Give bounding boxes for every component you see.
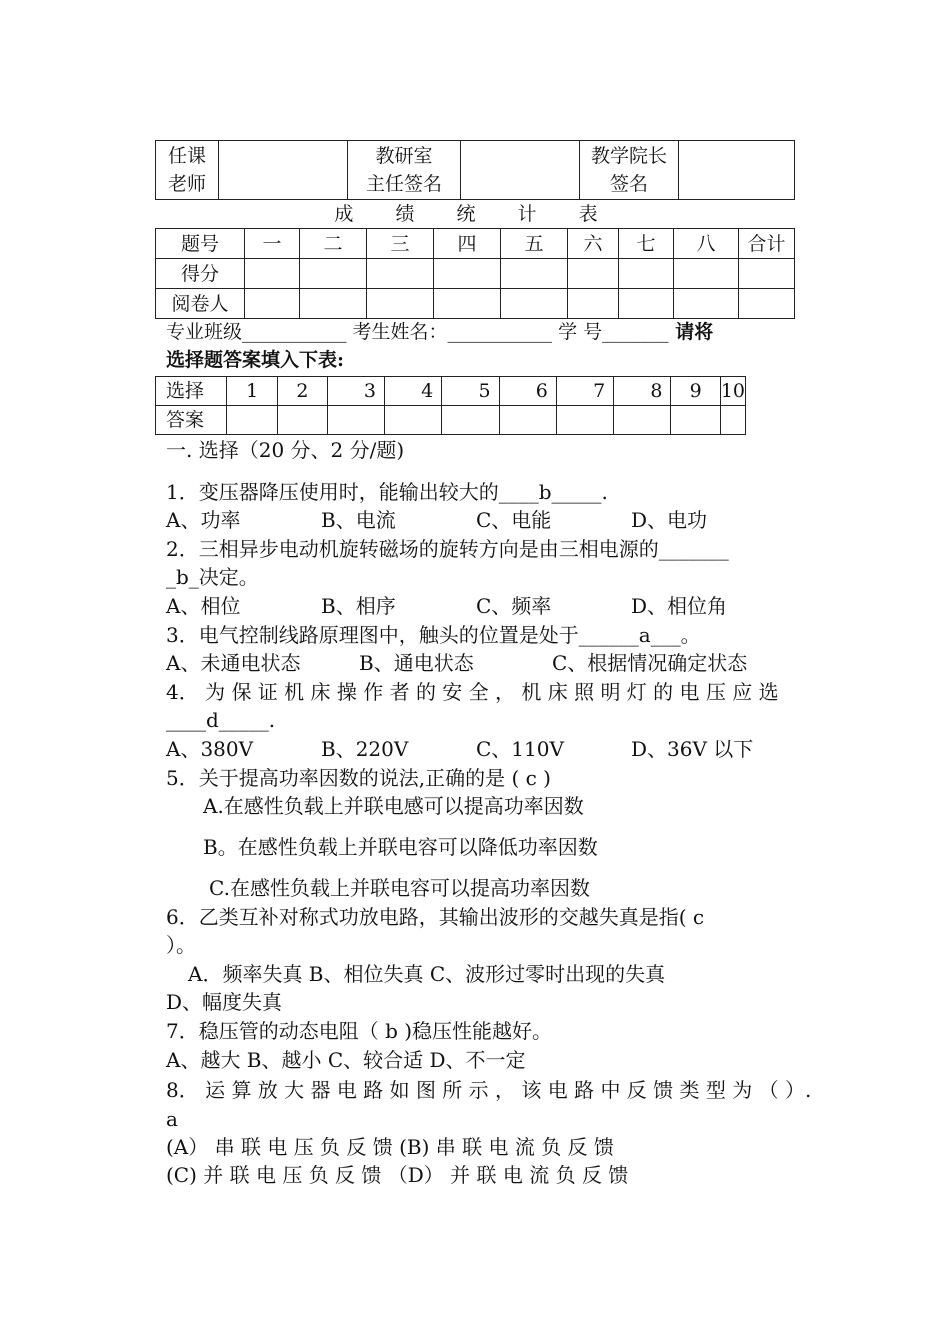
teacher-signature-cell bbox=[219, 141, 348, 200]
question-6-line-2: ）。 bbox=[166, 933, 196, 957]
answer-number-cell: 9 bbox=[671, 377, 720, 406]
answer-input-cell[interactable] bbox=[671, 406, 720, 435]
score-header-cell: 六 bbox=[568, 229, 619, 259]
question-4-options: A、380V B、220V C、110V D、36V 以下 bbox=[166, 737, 754, 761]
score-header-cell: 七 bbox=[619, 229, 674, 259]
answer-input-cell[interactable] bbox=[614, 406, 671, 435]
answer-input-cell[interactable] bbox=[327, 406, 384, 435]
dean-label: 教学院长 签名 bbox=[580, 141, 679, 200]
question-5-option-b: B。在感性负载上并联电容可以降低功率因数 bbox=[203, 835, 598, 859]
answer-number-cell: 7 bbox=[556, 377, 613, 406]
score-table-title: 成 绩 统 计 表 bbox=[334, 203, 616, 225]
score-header-cell: 三 bbox=[367, 229, 434, 259]
question-6-line-4: D、幅度失真 bbox=[166, 990, 283, 1014]
question-5-option-a: A.在感性负载上并联电感可以提高功率因数 bbox=[203, 794, 584, 818]
question-4-line-2: ____d_____. bbox=[166, 708, 276, 732]
question-7: 7．稳压管的动态电阻（ b )稳压性能越好。 bbox=[166, 1019, 553, 1043]
answer-number-cell: 10 bbox=[720, 377, 745, 406]
teacher-label: 任课 老师 bbox=[156, 141, 219, 200]
grader-row-label: 阅卷人 bbox=[156, 289, 245, 319]
score-row-label: 得分 bbox=[156, 259, 245, 289]
section-heading: 一. 选择（20 分、2 分/题) bbox=[166, 438, 405, 462]
answer-input-cell[interactable] bbox=[227, 406, 278, 435]
answer-input-cell[interactable] bbox=[499, 406, 556, 435]
answer-number-cell: 1 bbox=[227, 377, 278, 406]
question-6-line-1: 6．乙类互补对称式功放电路，其输出波形的交越失真是指( c bbox=[166, 905, 705, 929]
dean-signature-cell bbox=[679, 141, 795, 200]
score-header-cell: 题号 bbox=[156, 229, 245, 259]
answer-number-cell: 6 bbox=[499, 377, 556, 406]
signature-table bbox=[155, 140, 795, 200]
question-5: 5．关于提高功率因数的说法,正确的是 ( c ) bbox=[166, 766, 551, 790]
answer-table bbox=[155, 376, 746, 435]
question-2-line-1: 2．三相异步电动机旋转磁场的旋转方向是由三相电源的_______ bbox=[166, 537, 729, 561]
answer-number-cell: 2 bbox=[278, 377, 327, 406]
score-header-row bbox=[156, 229, 795, 259]
answer-number-cell: 5 bbox=[442, 377, 499, 406]
question-7-options: A、越大 B、越小 C、较合适 D、不一定 bbox=[166, 1048, 526, 1072]
question-1-options: A、功率 B、电流 C、电能 D、电功 bbox=[166, 508, 708, 532]
question-8-line-2: a bbox=[166, 1107, 178, 1131]
answer-number-row bbox=[156, 377, 746, 406]
answer-instruction: 选择题答案填入下表: bbox=[166, 349, 345, 371]
question-6-line-3: A．频率失真 B、相位失真 C、波形过零时出现的失真 bbox=[188, 962, 666, 986]
question-8-line-1: 8． 运 算 放 大 器 电 路 如 图 所 示 ， 该 电 路 中 反 馈 类 型 为 （ ）. bbox=[166, 1078, 812, 1102]
answer-input-cell[interactable] bbox=[442, 406, 499, 435]
answer-row bbox=[156, 406, 746, 435]
question-3: 3．电气控制线路原理图中，触头的位置是处于______a___。 bbox=[166, 623, 701, 647]
director-label: 教研室 主任签名 bbox=[348, 141, 461, 200]
question-8-line-4: (C) 并 联 电 压 负 反 馈 （D） 并 联 电 流 负 反 馈 bbox=[166, 1163, 629, 1187]
score-row bbox=[156, 259, 795, 289]
grader-row bbox=[156, 289, 795, 319]
answer-number-cell: 8 bbox=[614, 377, 671, 406]
answer-input-cell[interactable] bbox=[384, 406, 441, 435]
answer-input-cell[interactable] bbox=[278, 406, 327, 435]
question-3-options: A、未通电状态 B、通电状态 C、根据情况确定状态 bbox=[166, 651, 748, 675]
question-2-options: A、相位 B、相序 C、频率 D、相位角 bbox=[166, 594, 728, 618]
question-4-line-1: 4． 为 保 证 机 床 操 作 者 的 安 全 ， 机 床 照 明 灯 的 电 压 应 选 bbox=[166, 680, 779, 704]
question-2-line-2: _b_决定。 bbox=[166, 565, 259, 589]
question-5-option-c: C.在感性负载上并联电容可以提高功率因数 bbox=[209, 876, 590, 900]
answer-input-cell[interactable] bbox=[720, 406, 745, 435]
score-header-cell: 五 bbox=[501, 229, 568, 259]
score-table bbox=[155, 228, 795, 319]
student-info-line: 专业班级___________ 考生姓名：___________ 学 号_______ 请将 bbox=[166, 321, 714, 343]
answer-row-label: 答案 bbox=[156, 406, 227, 435]
score-header-cell: 八 bbox=[674, 229, 739, 259]
score-header-cell: 四 bbox=[434, 229, 501, 259]
question-1: 1．变压器降压使用时，能输出较大的____b_____. bbox=[166, 480, 608, 504]
score-header-cell: 合计 bbox=[739, 229, 795, 259]
answer-number-cell: 3 bbox=[327, 377, 384, 406]
answer-input-cell[interactable] bbox=[556, 406, 613, 435]
question-8-line-3: (A） 串 联 电 压 负 反 馈 (B) 串 联 电 流 负 反 馈 bbox=[166, 1135, 614, 1159]
director-signature-cell bbox=[461, 141, 580, 200]
score-header-cell: 一 bbox=[245, 229, 300, 259]
answer-header-label: 选择 bbox=[156, 377, 227, 406]
answer-number-cell: 4 bbox=[384, 377, 441, 406]
score-header-cell: 二 bbox=[300, 229, 367, 259]
